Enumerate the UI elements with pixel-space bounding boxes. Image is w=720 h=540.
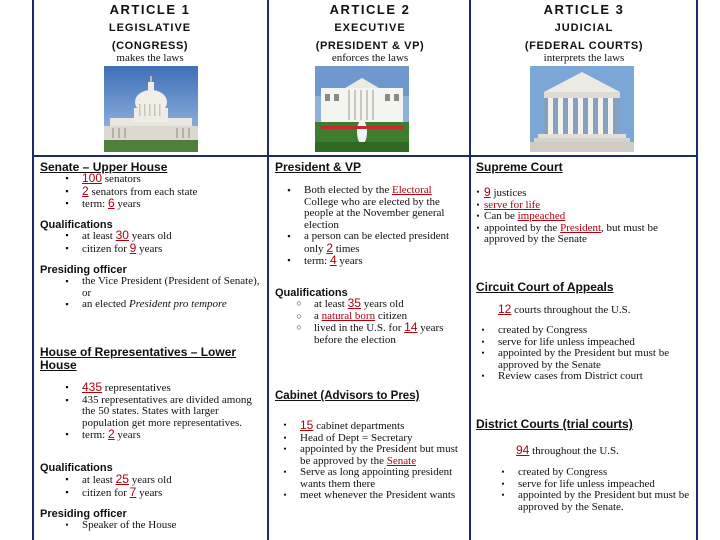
article-2-number: ARTICLE 2: [329, 2, 411, 17]
president-title: President & VP: [275, 160, 362, 174]
capitol-building-image: [104, 66, 198, 152]
list-item: [278, 444, 464, 467]
item-text: appointed by the: [484, 221, 561, 234]
bullet-icon: ▪: [65, 173, 69, 183]
item-prefix: citizen for: [82, 486, 130, 499]
bullet-icon: ▪: [65, 230, 69, 240]
item-text: years: [117, 198, 141, 210]
bullet-icon: •: [65, 520, 69, 530]
senate-count: 100: [82, 171, 103, 185]
article-1-role: makes the laws: [116, 52, 184, 64]
district-court-lead: [516, 443, 619, 457]
header-divider: [32, 155, 696, 157]
item-text: serve for life unless impeached: [518, 477, 655, 490]
column-divider-1: [267, 0, 269, 540]
bullet-icon: •: [481, 371, 485, 381]
item-text: serve for life unless impeached: [498, 335, 635, 348]
white-house-image: [315, 66, 409, 152]
house-qualifications-title: Qualifications: [40, 462, 113, 474]
item-text: a person can be elected president only: [304, 230, 450, 255]
list-item: [496, 490, 690, 513]
cabinet-department-count: 15: [300, 418, 314, 432]
item-text: appointed by the President but must be approved by the Senate.: [518, 489, 690, 513]
senate-term: 6: [107, 196, 115, 210]
item-highlight: serve for life: [484, 198, 541, 211]
senate-qualifications-list: [60, 230, 260, 255]
senators-per-state: 2: [82, 183, 89, 198]
bullet-icon: ▪: [65, 242, 69, 253]
bullet-icon: •: [283, 467, 287, 477]
item-prefix: at least: [82, 230, 116, 242]
house-presiding-list: [60, 520, 260, 532]
justice-count: 9: [484, 185, 491, 199]
item-highlight: Senate: [386, 454, 417, 467]
list-item: [292, 311, 464, 323]
list-item: [60, 520, 260, 532]
item-text: courts throughout the U.S.: [514, 304, 631, 316]
item-text: throughout the U.S.: [532, 445, 619, 457]
president-term: 4: [329, 253, 337, 267]
item-prefix: lived in the U.S. for: [314, 322, 405, 334]
senate-min-age: 30: [115, 228, 129, 242]
item-text: appointed by the President but must be approved by the: [300, 443, 458, 467]
item-text: , but must be approved by the Senate: [484, 221, 658, 245]
item-text: Serve as long appointing president wants them there: [300, 466, 453, 490]
item-prefix: at least: [314, 298, 348, 310]
house-qualifications-list: [60, 474, 260, 499]
article-2-header: [270, 2, 470, 64]
list-item: [60, 183, 260, 199]
bullet-icon: ▪: [65, 382, 69, 392]
item-highlight: natural born: [321, 309, 376, 322]
item-text: times: [333, 242, 360, 255]
item-text: Review cases from District court: [498, 370, 643, 382]
item-prefix: at least: [82, 474, 116, 486]
article-1-body: (CONGRESS): [111, 40, 189, 52]
district-court-list: [496, 467, 690, 513]
list-item: [60, 198, 260, 211]
bullet-icon: ▪: [65, 198, 69, 208]
item-prefix: term:: [304, 255, 330, 267]
president-list: [282, 185, 464, 268]
list-item: [282, 185, 464, 231]
item-prefix: term:: [82, 198, 108, 210]
item-text: years: [117, 429, 141, 441]
bullet-icon: •: [476, 222, 480, 233]
district-court-title: District Courts (trial courts): [476, 417, 633, 431]
item-text: appointed by the President but must be approved by the Senate: [498, 347, 670, 371]
list-item: [278, 490, 464, 502]
bullet-icon: ▪: [65, 429, 69, 439]
item-text: an elected: [82, 298, 127, 310]
bullet-icon: ○: [296, 322, 302, 332]
list-item: [60, 276, 260, 299]
list-item: [60, 299, 260, 311]
list-item: [60, 474, 260, 487]
item-text: the Vice President (President of Senate), or: [82, 275, 260, 299]
house-term: 2: [107, 427, 115, 441]
bullet-icon: •: [501, 478, 505, 489]
bullet-icon: ▪: [65, 474, 69, 484]
supreme-court-title: Supreme Court: [476, 160, 563, 174]
bullet-icon: •: [476, 211, 480, 221]
list-item: [476, 348, 690, 371]
house-count: 435: [82, 380, 103, 394]
article-3-body: (FEDERAL COURTS): [524, 40, 644, 52]
list-item: [60, 395, 265, 430]
item-prefix: term:: [82, 429, 108, 441]
circuit-court-title: Circuit Court of Appeals: [476, 280, 614, 294]
house-title: House of Representatives – Lower House: [40, 345, 237, 372]
item-text: years old: [363, 298, 404, 310]
house-presiding-title: Presiding officer: [40, 508, 127, 520]
bullet-icon: ○: [296, 298, 302, 308]
senate-title: Senate – Upper House: [40, 160, 168, 174]
bullet-icon: ▪: [65, 486, 69, 497]
president-term-limit: 2: [326, 240, 333, 255]
item-italic: President pro tempore: [129, 298, 227, 310]
list-item: [60, 429, 265, 442]
item-prefix: a: [314, 309, 322, 322]
list-item: [60, 240, 260, 256]
bullet-icon: •: [501, 467, 505, 477]
house-list: [60, 382, 265, 442]
bullet-icon: •: [501, 490, 505, 500]
bullet-icon: ▪: [287, 185, 291, 195]
item-text: created by Congress: [518, 466, 608, 478]
item-text: Speaker of the House: [82, 519, 177, 531]
list-item: [292, 322, 464, 346]
item-text: citizen: [375, 309, 408, 322]
article-1-header: [50, 2, 250, 64]
item-prefix: citizen for: [82, 242, 130, 255]
circuit-court-count: 12: [498, 302, 512, 316]
senate-citizenship-years: 9: [129, 240, 137, 255]
list-item: [282, 255, 464, 268]
item-highlight: President: [560, 221, 602, 234]
article-2-role: enforces the laws: [331, 52, 409, 64]
item-highlight: Electoral: [391, 184, 432, 196]
item-text: years old: [131, 474, 172, 486]
list-item: [282, 231, 464, 255]
bullet-icon: •: [481, 348, 485, 358]
supreme-court-image: [530, 66, 634, 152]
item-text: meet whenever the President wants: [300, 489, 456, 501]
bullet-icon: ○: [296, 310, 302, 321]
list-item: [278, 467, 464, 490]
supreme-court-list: [474, 187, 690, 246]
article-3-number: ARTICLE 3: [543, 2, 625, 17]
bullet-icon: •: [283, 420, 287, 430]
cabinet-title: Cabinet (Advisors to Pres): [275, 390, 420, 402]
article-3-header: [484, 2, 684, 64]
bullet-icon: ▪: [65, 185, 69, 196]
bullet-icon: •: [283, 490, 287, 500]
bullet-icon: ▪: [287, 231, 291, 241]
president-qualifications-list: [292, 298, 464, 346]
list-item: [60, 484, 260, 500]
item-highlight: impeached: [517, 210, 566, 222]
item-text: senators: [104, 173, 141, 185]
item-text: justices: [493, 187, 527, 199]
president-qualifications-title: Qualifications: [275, 287, 348, 299]
item-text: years: [139, 486, 163, 499]
circuit-court-lead: [498, 302, 631, 316]
item-text: created by Congress: [498, 324, 588, 336]
item-text: 435 representatives are divided among the 50 states. States with larger population get more representatives.: [82, 393, 252, 429]
item-text: senators from each state: [91, 185, 198, 198]
circuit-court-list: [476, 325, 690, 383]
column-divider-2: [469, 0, 471, 540]
list-item: [476, 371, 690, 383]
senate-qualifications-title: Qualifications: [40, 219, 113, 231]
article-1-branch: LEGISLATIVE: [108, 22, 192, 34]
item-text: years old: [131, 230, 172, 242]
senate-presiding-title: Presiding officer: [40, 264, 127, 276]
house-min-age: 25: [115, 472, 129, 486]
bullet-icon: ▪: [287, 255, 291, 265]
item-text: years before the election: [314, 322, 444, 346]
list-item: [60, 173, 260, 186]
item-text: College who are elected by the people at the November general election: [304, 195, 445, 231]
bullet-icon: •: [481, 336, 485, 347]
item-text: Both elected by the: [304, 184, 392, 196]
cabinet-list: [278, 420, 464, 502]
article-2-branch: EXECUTIVE: [334, 22, 406, 34]
item-text: cabinet departments: [316, 420, 405, 432]
item-text: years: [339, 255, 363, 267]
president-min-age: 35: [347, 296, 361, 310]
item-text: years: [139, 242, 163, 255]
senate-list: [60, 173, 260, 211]
senate-presiding-list: [60, 276, 260, 311]
item-text: representatives: [104, 382, 171, 394]
bullet-icon: ▪: [65, 394, 69, 405]
bullet-icon: •: [476, 199, 480, 210]
list-item: [60, 230, 260, 243]
bullet-icon: •: [283, 444, 287, 454]
bullet-icon: •: [481, 325, 485, 335]
article-1-number: ARTICLE 1: [109, 2, 191, 17]
bullet-icon: •: [283, 432, 287, 443]
item-text: Head of Dept = Secretary: [300, 431, 413, 444]
article-3-branch: JUDICIAL: [554, 22, 614, 34]
item-text: Can be: [484, 210, 518, 222]
bullet-icon: ▪: [65, 299, 69, 309]
article-2-body: (PRESIDENT & VP): [315, 40, 425, 52]
article-3-role: interprets the laws: [543, 52, 625, 64]
district-court-count: 94: [516, 443, 530, 457]
bullet-icon: •: [476, 187, 480, 197]
bullet-icon: ▪: [65, 276, 69, 286]
president-residency-years: 14: [404, 320, 418, 334]
house-citizenship-years: 7: [129, 484, 137, 499]
list-item: [474, 223, 690, 246]
